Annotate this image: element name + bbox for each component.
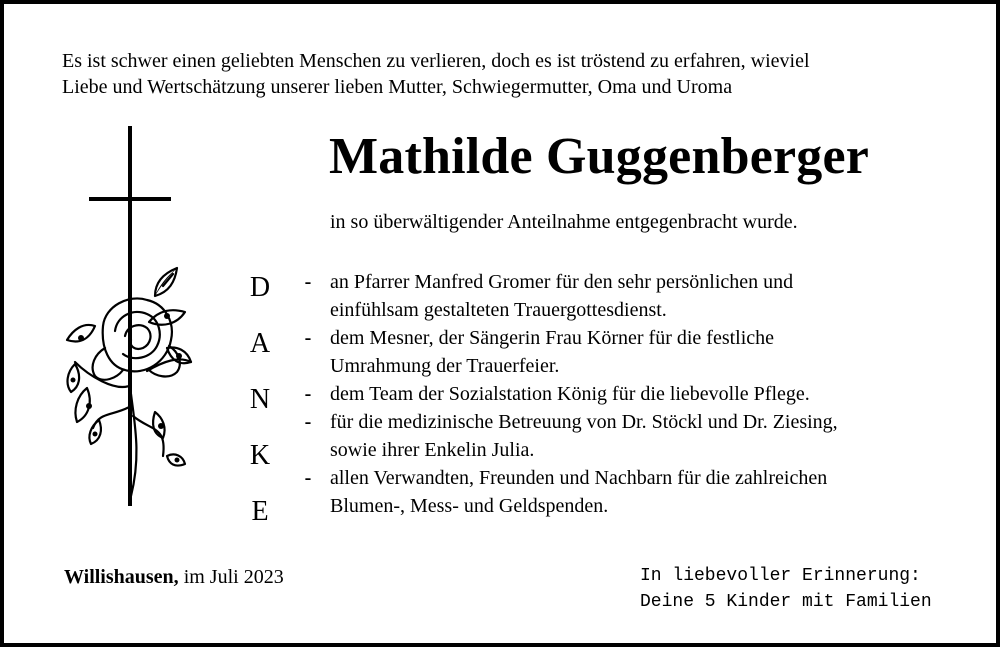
date-text: im Juli 2023 <box>183 566 284 588</box>
list-item <box>300 380 960 408</box>
signoff-line-2: Deine 5 Kinder mit Familien <box>640 592 932 612</box>
dash-bullet: - <box>304 411 312 433</box>
signoff <box>640 563 932 615</box>
signoff-line-1: In liebevoller Erinnerung: <box>640 566 921 586</box>
thanks-line: sowie ihrer Enkelin Julia. <box>330 439 535 461</box>
intro-line-2: Liebe und Wertschätzung unserer lieben Mutter, Schwiegermutter, Oma und Uroma <box>62 76 733 98</box>
dash-bullet: - <box>304 271 312 293</box>
danke-vertical <box>240 272 280 552</box>
intro-tail: in so überwältigender Anteilnahme entgegenbracht wurde. <box>330 211 798 233</box>
thanks-line: für die medizinische Betreuung von Dr. Stöckl und Dr. Ziesing, <box>330 411 838 433</box>
intro-line-1: Es ist schwer einen geliebten Menschen zu verlieren, doch es ist tröstend zu erfahren, wieviel <box>62 50 810 72</box>
thanks-line: an Pfarrer Manfred Gromer für den sehr persönlichen und <box>330 271 794 293</box>
thanks-list <box>300 268 960 520</box>
list-item <box>300 268 960 324</box>
danke-letter-a: A <box>249 328 271 359</box>
dash-bullet: - <box>304 467 312 489</box>
thanks-line: Blumen-, Mess- und Geldspenden. <box>330 495 609 517</box>
list-item <box>300 324 960 380</box>
place-name: Willishausen, <box>64 566 179 588</box>
deceased-name: Mathilde Guggenberger <box>329 128 870 185</box>
thanks-line: dem Team der Sozialstation König für die liebevolle Pflege. <box>330 383 810 405</box>
thanks-line: Umrahmung der Trauerfeier. <box>330 355 560 377</box>
list-item <box>300 464 960 520</box>
danke-letter-e: E <box>251 496 269 527</box>
danke-letter-n: N <box>249 384 271 415</box>
dash-bullet: - <box>304 327 312 349</box>
cross-with-rose-icon <box>59 126 199 521</box>
thanks-line: dem Mesner, der Sängerin Frau Körner für die festliche <box>330 327 775 349</box>
place-date <box>64 564 284 590</box>
thanks-line: allen Verwandten, Freunden und Nachbarn für die zahlreichen <box>330 467 828 489</box>
list-item <box>300 408 960 464</box>
danke-letter-k: K <box>249 440 271 471</box>
danke-letter-d: D <box>249 272 271 303</box>
thanks-line: einfühlsam gestalteten Trauergottesdienst. <box>330 299 667 321</box>
intro-text <box>62 48 962 100</box>
dash-bullet: - <box>304 383 312 405</box>
